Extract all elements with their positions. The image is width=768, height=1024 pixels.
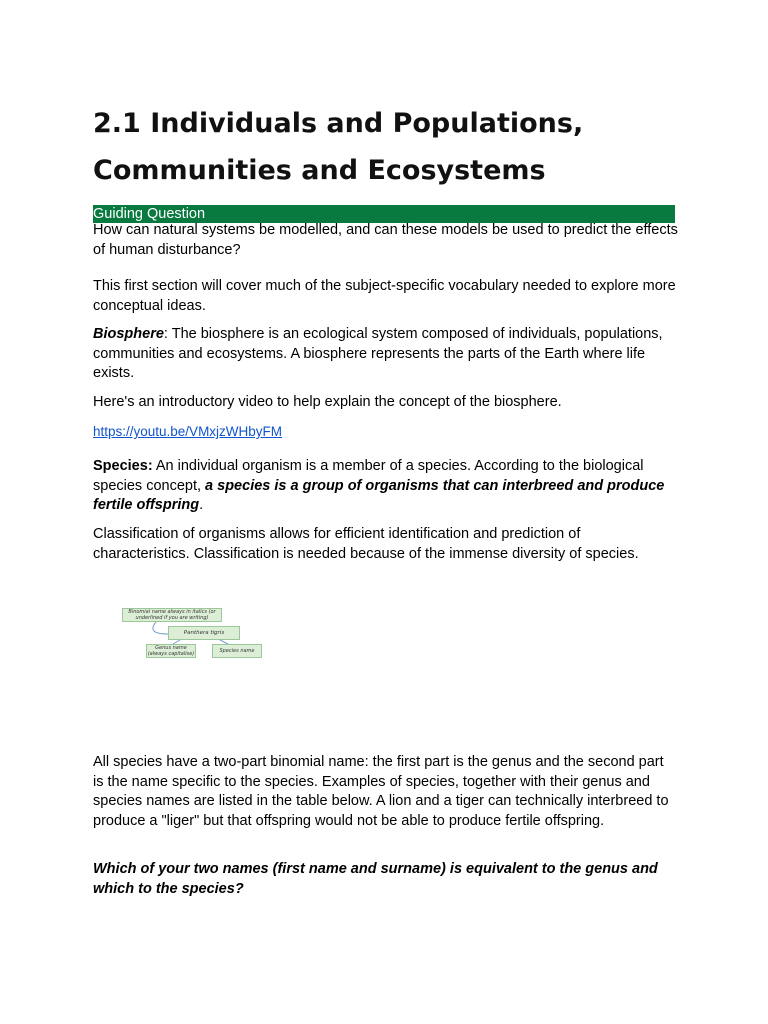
video-link[interactable]: https://youtu.be/VMxjzWHbyFM (93, 424, 283, 439)
guiding-question-heading: Guiding Question (93, 205, 675, 223)
page-title (93, 100, 653, 194)
diagram-connectors (118, 604, 298, 724)
classification-paragraph: Classification of organisms allows for efficient identification and prediction of characteristics. Classification is needed because of the immense diversity of species. (93, 526, 639, 562)
species-term: Species: (93, 458, 153, 474)
biosphere-definition: : The biosphere is an ecological system composed of individuals, populations, communities and ecosystems. A biosphere represents the parts of the Earth where life exists. (93, 326, 663, 381)
guiding-question-text: How can natural systems be modelled, and can these models be used to predict the effects of human disturbance? (93, 222, 678, 258)
video-intro: Here's an introductory video to help explain the concept of the biosphere. (93, 394, 562, 410)
diagram-species-box: Species name (212, 644, 262, 658)
species-definition: a species is a group of organisms that can interbreed and produce fertile offspring (93, 477, 665, 513)
diagram-genus-box: Genus name (always capitalise) (147, 645, 195, 657)
note-connector (153, 622, 168, 634)
title-line-2: Communities and Ecosystems (93, 155, 546, 186)
genus-connector (173, 640, 180, 644)
biosphere-term: Biosphere (93, 326, 164, 342)
species-text-1: An individual organism is a member of a species. According to the biological species concept, (93, 458, 644, 494)
intro-paragraph: This first section will cover much of the subject-specific vocabulary needed to explore more conceptual ideas. (93, 278, 676, 314)
reflection-question: Which of your two names (first name and surname) is equivalent to the genus and which to the species? (93, 861, 658, 897)
species-connector (220, 640, 228, 644)
biosphere-paragraph (93, 325, 678, 384)
species-paragraph (93, 457, 678, 516)
species-text-2: . (199, 497, 204, 513)
binomial-paragraph: All species have a two-part binomial name: the first part is the genus and the second part is the name specific to the species. Examples of species, together with their genus and species names are listed in the table below. A lion and a tiger can technically interbreed to produce a "liger" but that offspring would not be able to produce fertile offspring. (93, 754, 669, 829)
diagram-name-box: Panthera tigris (168, 626, 240, 640)
binomial-diagram (118, 604, 298, 724)
title-line-1: 2.1 Individuals and Populations, (93, 108, 584, 139)
video-link-row (93, 422, 678, 442)
diagram-note-box: Binomial name always in italics (or underlined if you are writing) (122, 608, 222, 622)
